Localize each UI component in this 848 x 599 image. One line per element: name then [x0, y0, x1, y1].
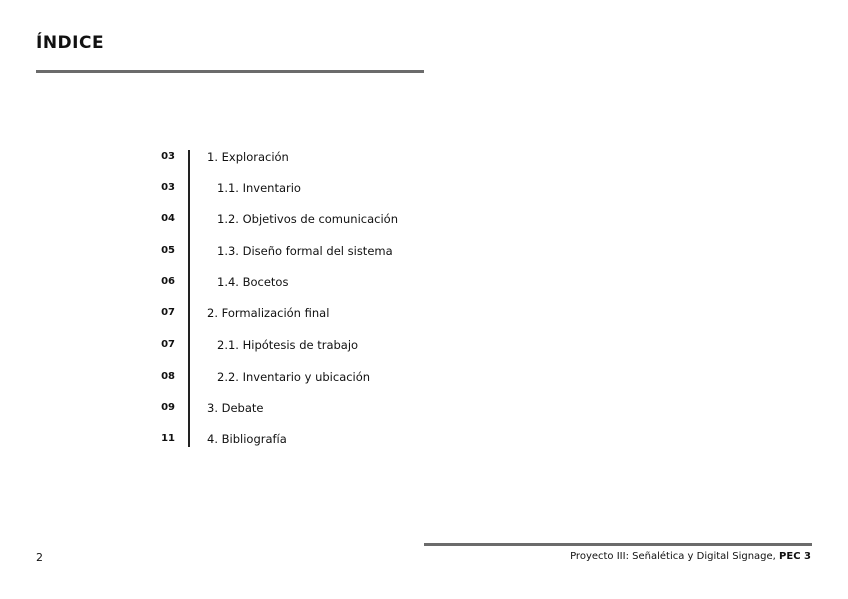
- footer-project-name: Proyecto III: Señalética y Digital Signage,: [570, 551, 776, 562]
- toc-entry-label: 1.2. Objetivos de comunicación: [217, 212, 398, 226]
- toc-entry-label: 1. Exploración: [207, 150, 289, 164]
- toc-page-number: 09: [161, 402, 175, 413]
- toc-entry-label: 3. Debate: [207, 401, 264, 415]
- page-title: ÍNDICE: [36, 33, 105, 53]
- footer-pec-label: PEC 3: [779, 551, 811, 562]
- toc-page-number: 06: [161, 276, 175, 287]
- toc-page-number: 07: [161, 307, 175, 318]
- toc-entry[interactable]: [0, 147, 848, 167]
- toc-page-number: 03: [161, 151, 175, 162]
- toc-entry[interactable]: [0, 272, 848, 292]
- toc-entry-label: 4. Bibliografía: [207, 432, 287, 446]
- toc-entry-label: 2. Formalización final: [207, 306, 330, 320]
- toc-page-number: 04: [161, 213, 175, 224]
- title-divider: [36, 70, 424, 73]
- toc-page-number: 07: [161, 339, 175, 350]
- toc-entry[interactable]: [0, 335, 848, 355]
- toc-entry[interactable]: [0, 178, 848, 198]
- toc-entry-label: 1.4. Bocetos: [217, 275, 289, 289]
- footer-project-title: [570, 551, 811, 562]
- table-of-contents: [0, 141, 848, 451]
- toc-entry[interactable]: [0, 398, 848, 418]
- toc-page-number: 05: [161, 245, 175, 256]
- toc-page-number: 11: [161, 433, 175, 444]
- footer-divider: [424, 543, 812, 546]
- toc-entry[interactable]: [0, 209, 848, 229]
- toc-entry-label: 2.2. Inventario y ubicación: [217, 370, 371, 384]
- toc-entry-label: 2.1. Hipótesis de trabajo: [217, 338, 359, 352]
- page-number: 2: [36, 551, 43, 564]
- toc-page-number: 08: [161, 371, 175, 382]
- toc-entry-label: 1.1. Inventario: [217, 181, 301, 195]
- toc-entry[interactable]: [0, 429, 848, 449]
- toc-entry[interactable]: [0, 241, 848, 261]
- toc-entry[interactable]: [0, 303, 848, 323]
- toc-entry[interactable]: [0, 367, 848, 387]
- toc-page-number: 03: [161, 182, 175, 193]
- toc-entry-label: 1.3. Diseño formal del sistema: [217, 244, 393, 258]
